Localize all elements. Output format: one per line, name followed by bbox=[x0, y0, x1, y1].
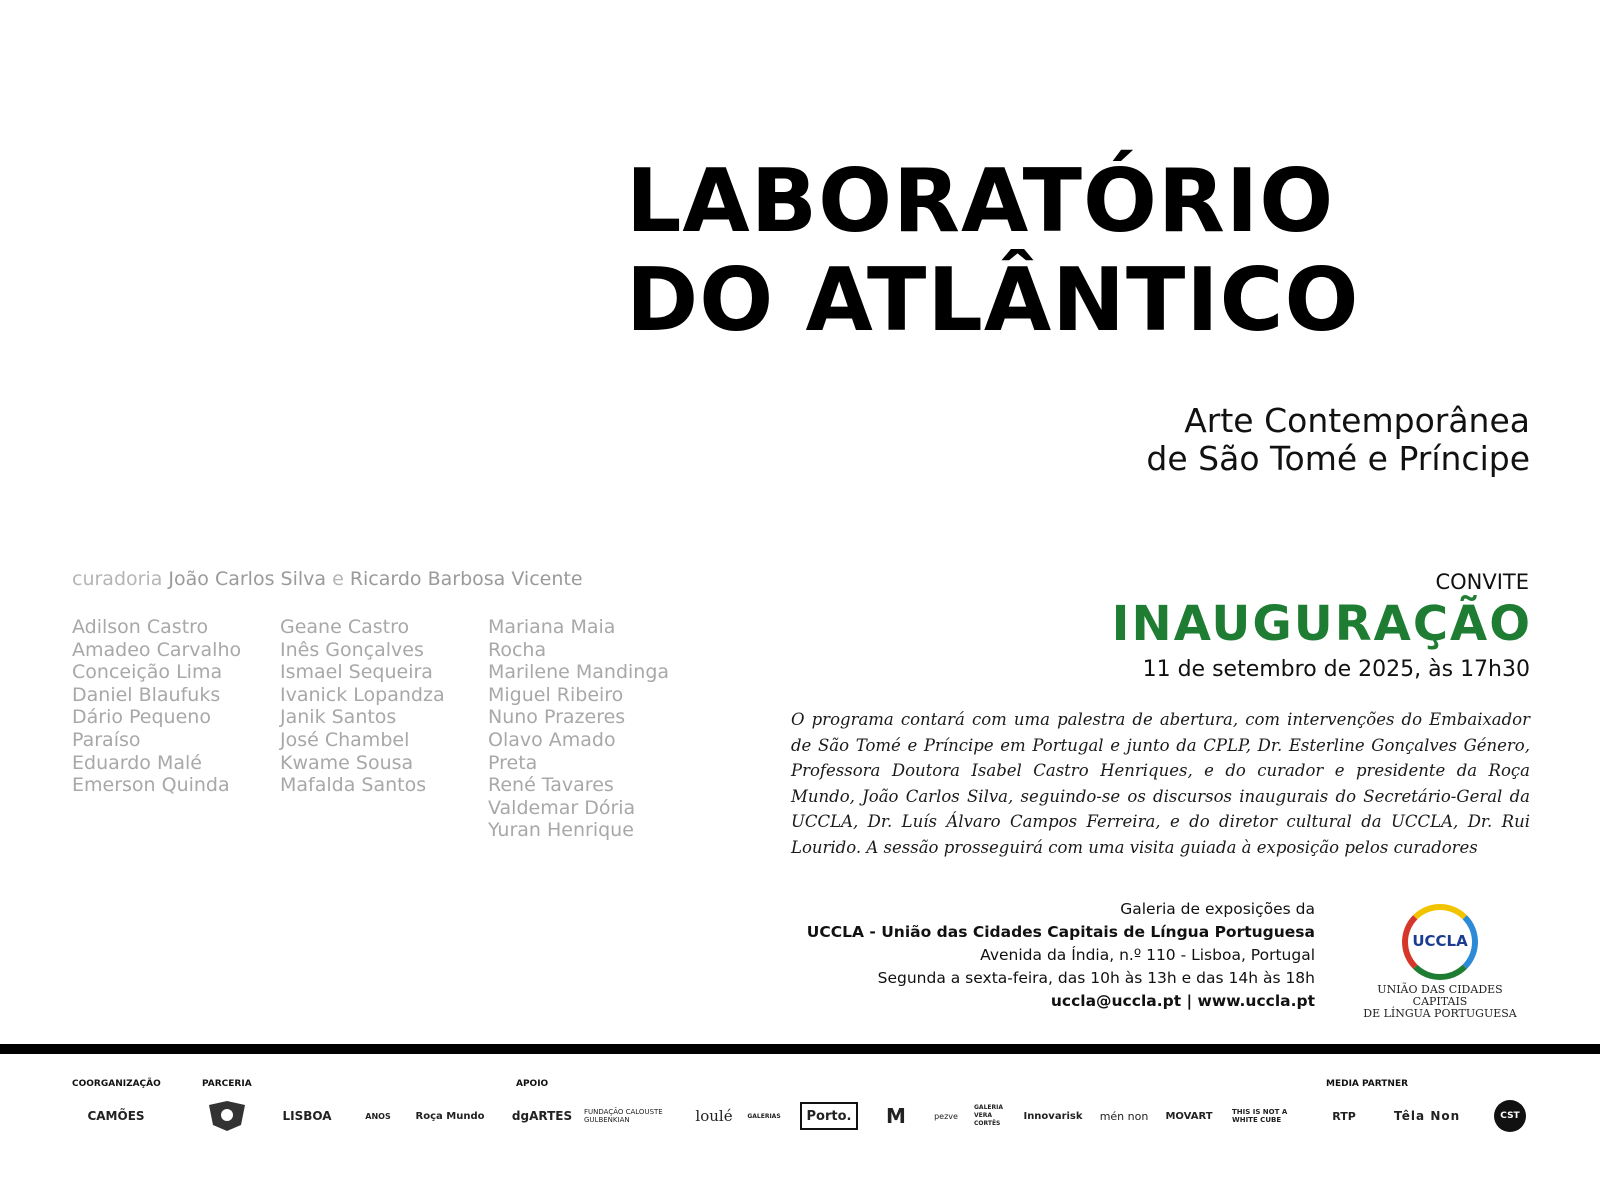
artist-name: Ivanick Lopandza bbox=[280, 683, 445, 706]
artist-name: Rocha bbox=[488, 638, 547, 661]
curator-name: Ricardo Barbosa Vicente bbox=[349, 568, 583, 590]
artist-name: Conceição Lima bbox=[72, 661, 223, 684]
exhibition-subtitle bbox=[1146, 402, 1530, 478]
cst-logo: CST bbox=[1494, 1100, 1526, 1132]
artist-list-column-3 bbox=[488, 616, 669, 842]
artist-name: Olavo Amado bbox=[488, 728, 616, 751]
venue-line: Galeria de exposições da bbox=[1120, 900, 1315, 918]
subtitle-line-1: Arte Contemporânea bbox=[1184, 401, 1530, 440]
event-date: 11 de setembro de 2025, às 17h30 bbox=[1142, 657, 1530, 682]
tela-non-logo: Têla Non bbox=[1393, 1109, 1461, 1123]
uccla-logo bbox=[1350, 902, 1530, 1020]
curation-conjunction: e bbox=[332, 568, 344, 590]
uccla-caption bbox=[1350, 984, 1530, 1020]
curator-name: João Carlos Silva bbox=[168, 568, 327, 590]
venue-name: UCCLA - União das Cidades Capitais de Língua Portuguesa bbox=[806, 923, 1315, 941]
invite-label: CONVITE bbox=[1435, 570, 1529, 594]
roca-mundo-logo: Roça Mundo bbox=[415, 1110, 485, 1122]
divider-bar bbox=[0, 1044, 1600, 1054]
artist-name: Inês Gonçalves bbox=[280, 638, 424, 661]
artist-name: Preta bbox=[488, 751, 538, 774]
porto-logo: Porto. bbox=[800, 1102, 858, 1130]
artist-name: Nuno Prazeres bbox=[488, 706, 626, 729]
artist-name: Mariana Maia bbox=[488, 616, 616, 638]
event-heading: INAUGURAÇÃO bbox=[1111, 596, 1532, 652]
movart-logo: MOVART bbox=[1165, 1110, 1213, 1122]
uccla-caption-line-2: DE LÍNGUA PORTUGUESA bbox=[1363, 1007, 1517, 1020]
lisboa-logo: LISBOA bbox=[282, 1109, 332, 1123]
atelie-logo: M bbox=[886, 1104, 906, 1128]
coorganization-label: COORGANIZAÇÃO bbox=[72, 1079, 161, 1089]
artist-name: Yuran Henrique bbox=[488, 819, 634, 842]
crest-icon bbox=[205, 1099, 249, 1133]
media-partner-label: MEDIA PARTNER bbox=[1326, 1079, 1409, 1089]
artist-name: Kwame Sousa bbox=[280, 751, 414, 774]
sponsor-logos bbox=[0, 1098, 1600, 1138]
venue-address: Avenida da Índia, n.º 110 - Lisboa, Portugal bbox=[980, 946, 1315, 964]
anniversary-logo: ANOS bbox=[365, 1111, 391, 1121]
loule-logo: loulé bbox=[695, 1107, 733, 1125]
uccla-acronym: UCCLA bbox=[1412, 932, 1468, 950]
venue-contact: uccla@uccla.pt | www.uccla.pt bbox=[1050, 992, 1315, 1010]
artist-name: Daniel Blaufuks bbox=[72, 683, 221, 706]
white-cube-logo: THIS IS NOT A WHITE CUBE bbox=[1232, 1108, 1288, 1124]
artist-name: Dário Pequeno bbox=[72, 706, 211, 729]
support-label: APOIO bbox=[516, 1079, 549, 1089]
title-line-1: LABORATÓRIO bbox=[626, 150, 1335, 252]
artist-name: Mafalda Santos bbox=[280, 774, 427, 797]
galerias-logo: GALERIAS bbox=[747, 1112, 781, 1120]
artist-name: Valdemar Dória bbox=[488, 796, 636, 819]
program-description: O programa contará com uma palestra de abertura, com intervenções do Embaixador de São Tomé e Príncipe em Portugal e junto da CPLP, Dr. Esterline Gonçalves Género, Professora Doutora Isabel Castro Henriques, e do curador e presidente da Roça Mundo, João Carlos Silva, seguindo-se os discursos inaugurais do Secretário-Geral da UCCLA, Dr. Luís Álvaro Campos Ferreira, e do diretor cultural da UCCLA, Dr. Rui Lourido. A sessão prosseguirá com uma visita guiada à exposição pelos curadores bbox=[791, 710, 1530, 857]
artist-name: Ismael Sequeira bbox=[280, 661, 433, 684]
artist-name: Adilson Castro bbox=[72, 616, 209, 638]
curation-prefix: curadoria bbox=[72, 568, 163, 590]
title-line-2: DO ATLÂNTICO bbox=[626, 249, 1360, 351]
artist-name: Eduardo Malé bbox=[72, 751, 202, 774]
artist-name: René Tavares bbox=[488, 774, 614, 797]
uccla-caption-line-1: UNIÃO DAS CIDADES CAPITAIS bbox=[1377, 983, 1503, 1008]
artist-name: Emerson Quinda bbox=[72, 774, 230, 797]
artist-name: José Chambel bbox=[280, 728, 410, 751]
exhibition-title bbox=[626, 152, 1360, 350]
partnership-label: PARCERIA bbox=[202, 1079, 252, 1089]
camoes-logo: CAMÕES bbox=[87, 1109, 145, 1123]
gulbenkian-logo: FUNDAÇÃO CALOUSTE GULBENKIAN bbox=[584, 1108, 663, 1124]
venue-info bbox=[807, 898, 1315, 1013]
artist-name: Geane Castro bbox=[280, 616, 410, 638]
artist-list-column-2 bbox=[280, 616, 445, 797]
artist-name: Amadeo Carvalho bbox=[72, 638, 242, 661]
rtp-logo: RTP bbox=[1332, 1109, 1356, 1123]
venue-hours: Segunda a sexta-feira, das 10h às 13h e das 14h às 18h bbox=[877, 969, 1315, 987]
innovarisk-logo: Innovarisk bbox=[1023, 1110, 1083, 1122]
men-non-logo: mén non bbox=[1099, 1109, 1149, 1123]
artist-name: Paraíso bbox=[72, 728, 141, 751]
subtitle-line-2: de São Tomé e Príncipe bbox=[1146, 439, 1530, 478]
artist-name: Marilene Mandinga bbox=[488, 661, 670, 684]
pezve-logo: pezve bbox=[934, 1111, 958, 1121]
artist-name: Miguel Ribeiro bbox=[488, 683, 624, 706]
crest-logo bbox=[202, 1098, 252, 1134]
vera-cortes-logo: GALERIA VERA CORTÊS bbox=[974, 1104, 1003, 1127]
artist-list-column-1 bbox=[72, 616, 241, 797]
artist-name: Janik Santos bbox=[280, 706, 397, 729]
curation-credit bbox=[72, 568, 583, 590]
dgartes-logo: dgARTES bbox=[511, 1109, 573, 1123]
